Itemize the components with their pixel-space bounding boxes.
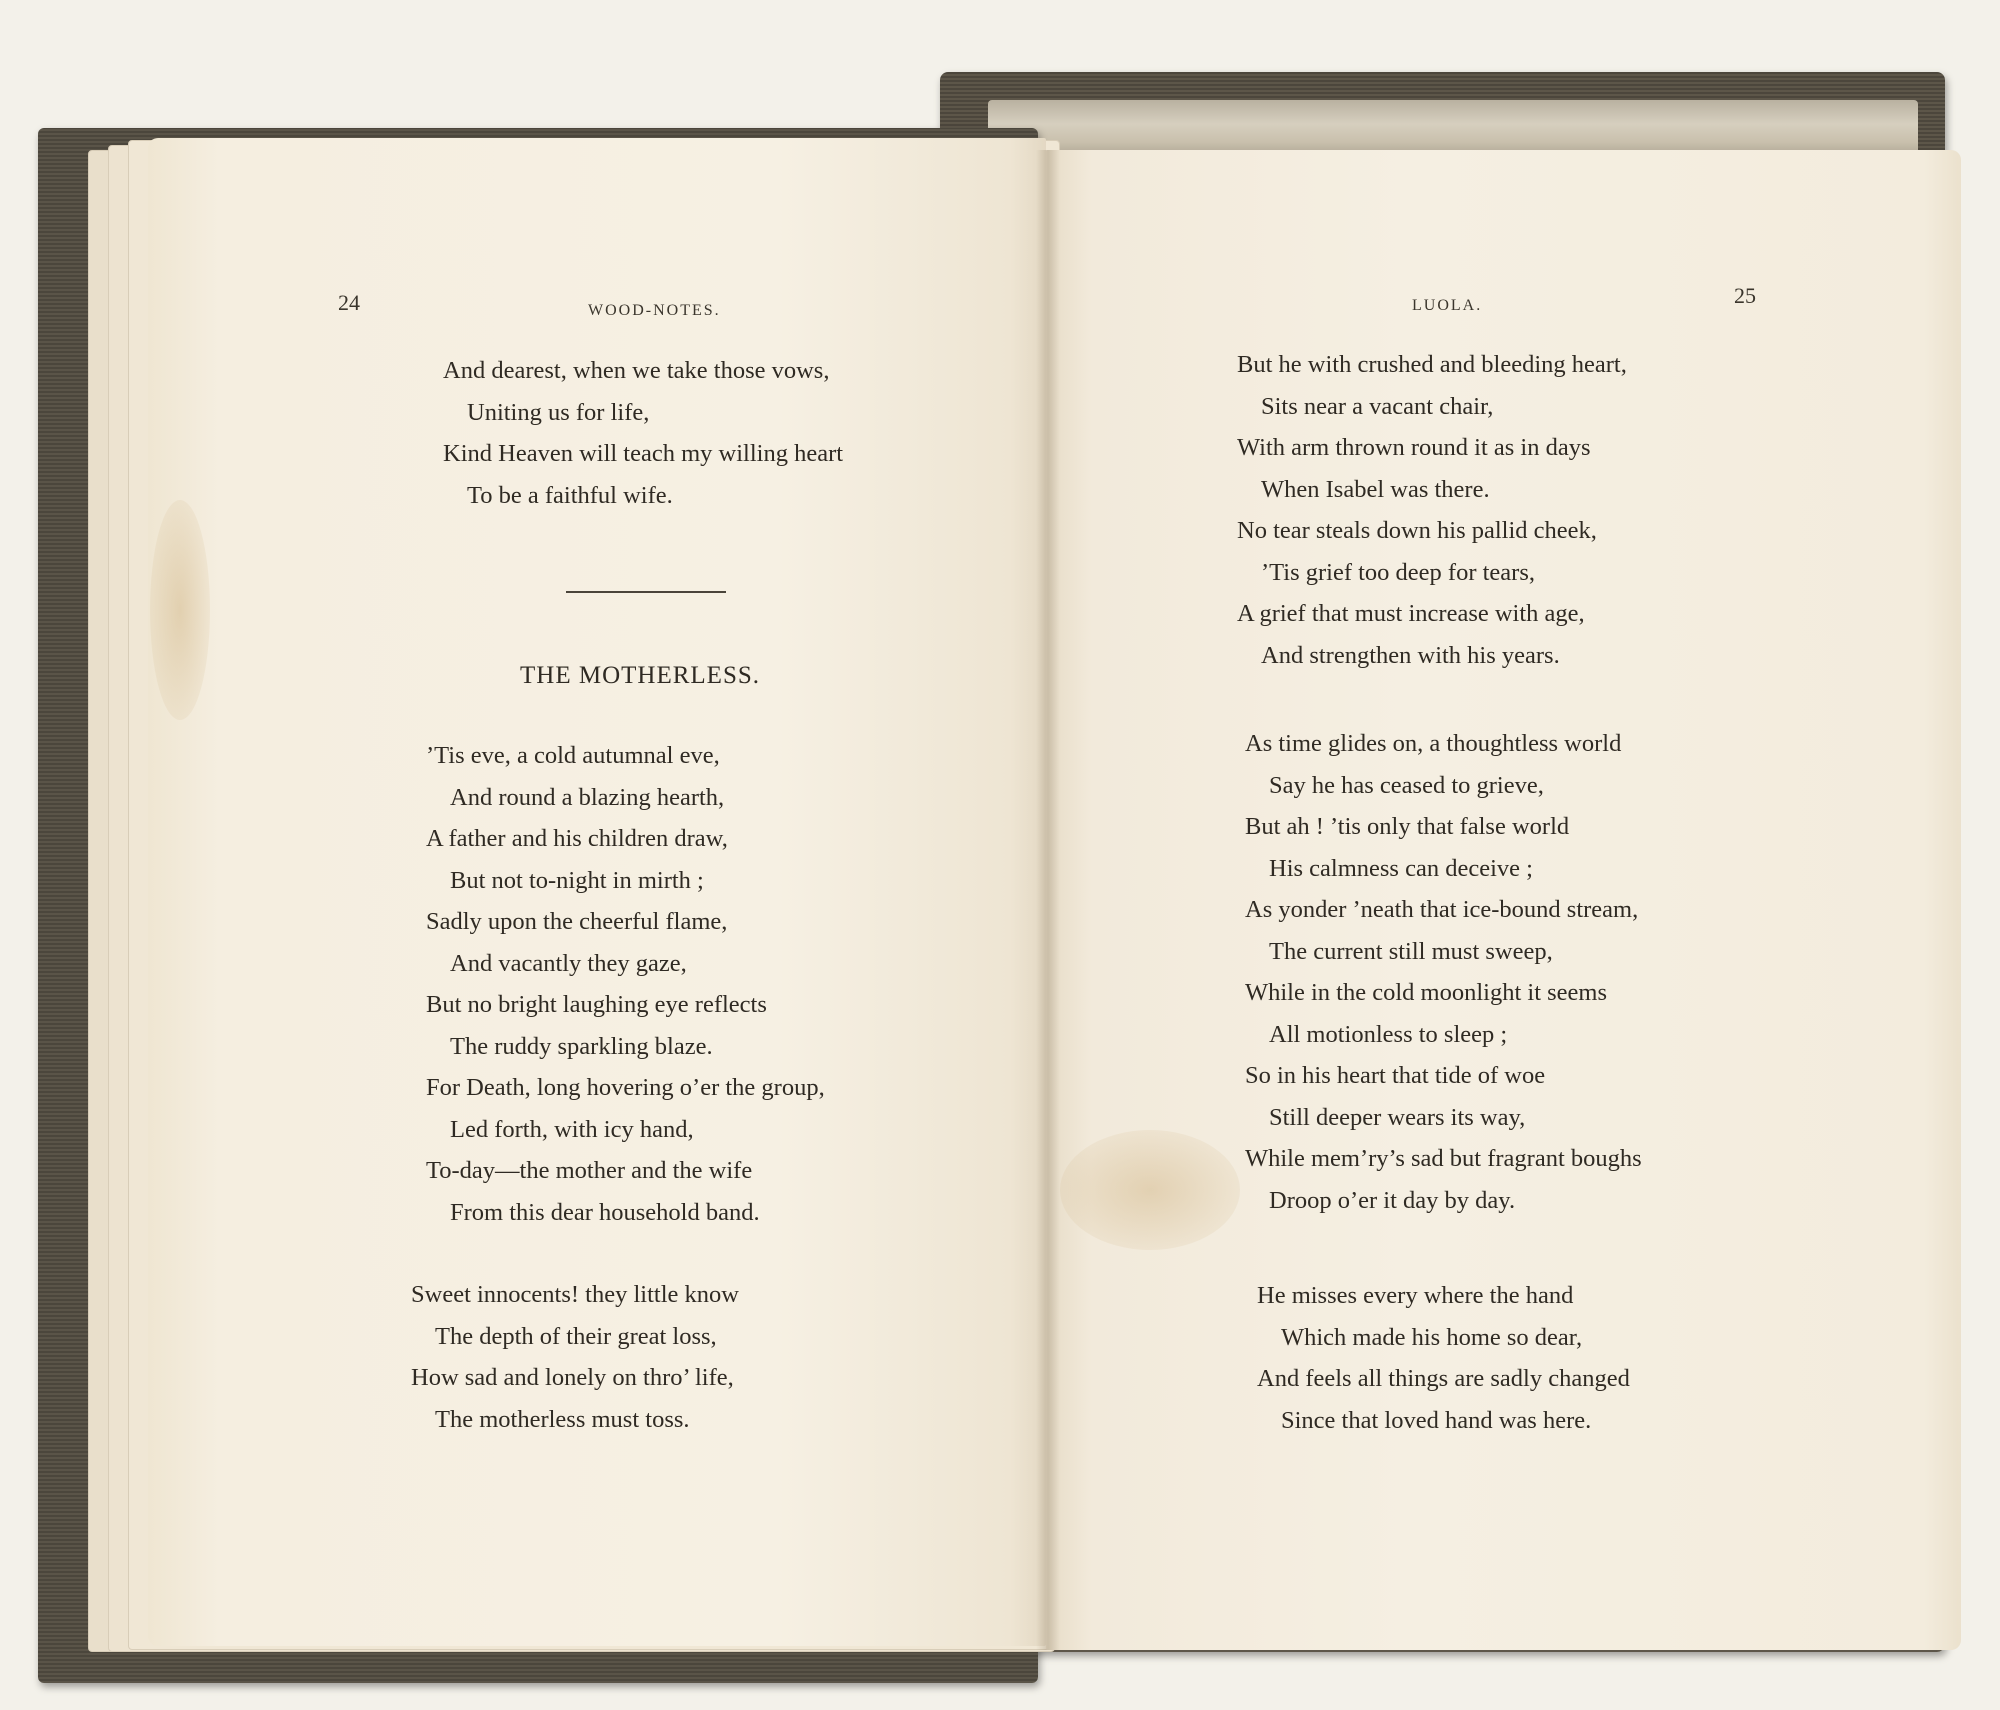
stanza-right-1 (1237, 344, 1627, 676)
verse-line: A grief that must increase with age, (1237, 600, 1585, 627)
verse-line: From this dear household band. (450, 1198, 760, 1226)
verse-line: He misses every where the hand (1257, 1282, 1574, 1309)
verse-line: While mem’ry’s sad but fragrant boughs (1245, 1145, 1642, 1172)
verse-line: Led forth, with icy hand, (450, 1115, 694, 1143)
verse-line: For Death, long hovering o’er the group, (426, 1074, 825, 1101)
verse-line: But ah ! ’tis only that false world (1245, 813, 1570, 840)
section-divider (566, 591, 726, 593)
verse-line: ’Tis grief too deep for tears, (1261, 558, 1535, 586)
verse-line: Still deeper wears its way, (1269, 1103, 1526, 1131)
verse-line: When Isabel was there. (1261, 475, 1490, 503)
verse-line: So in his heart that tide of woe (1245, 1062, 1546, 1089)
verse-line: And dearest, when we take those vows, (443, 357, 830, 384)
verse-line: How sad and lonely on thro’ life, (411, 1364, 734, 1391)
verse-line: And strengthen with his years. (1261, 641, 1560, 669)
running-head-left: WOOD-NOTES. (588, 302, 721, 319)
verse-line: And vacantly they gaze, (450, 949, 687, 977)
verse-line: The current still must sweep, (1269, 937, 1553, 965)
verse-line: ’Tis eve, a cold autumnal eve, (426, 742, 720, 769)
gutter-shadow (1036, 150, 1060, 1650)
verse-line: All motionless to sleep ; (1269, 1020, 1508, 1048)
poem-title: THE MOTHERLESS. (520, 662, 760, 689)
stanza-right-2 (1245, 723, 1642, 1221)
verse-line: But no bright laughing eye reflects (426, 991, 767, 1018)
verse-line: As yonder ’neath that ice-bound stream, (1245, 896, 1639, 923)
verse-line: Sweet innocents! they little know (411, 1281, 739, 1308)
verse-line: To be a faithful wife. (467, 481, 673, 509)
verse-line: But he with crushed and bleeding heart, (1237, 351, 1627, 378)
verse-line: Kind Heaven will teach my willing heart (443, 440, 844, 467)
page-number-left: 24 (338, 290, 360, 315)
verse-line: The motherless must toss. (435, 1405, 690, 1433)
running-head-right: LUOLA. (1412, 297, 1483, 314)
stanza-right-3 (1257, 1275, 1630, 1441)
verse-line: Sits near a vacant chair, (1261, 392, 1494, 420)
verse-line: The ruddy sparkling blaze. (450, 1032, 713, 1060)
verse-line: With arm thrown round it as in days (1237, 434, 1591, 461)
verse-line: His calmness can deceive ; (1269, 854, 1533, 882)
verse-line: While in the cold moonlight it seems (1245, 979, 1607, 1006)
page-number-right: 25 (1734, 283, 1756, 308)
verse-line: Droop o’er it day by day. (1269, 1186, 1516, 1214)
verse-line: A father and his children draw, (426, 825, 728, 852)
verse-line: No tear steals down his pallid cheek, (1237, 517, 1597, 544)
stanza-left-2 (411, 1274, 739, 1440)
verse-line: And feels all things are sadly changed (1257, 1365, 1630, 1392)
stanza-left-1 (426, 735, 825, 1233)
verse-line: Since that loved hand was here. (1281, 1406, 1592, 1434)
verse-line: As time glides on, a thoughtless world (1245, 730, 1622, 757)
verse-line: The depth of their great loss, (435, 1322, 717, 1350)
verse-line: And round a blazing hearth, (450, 783, 725, 811)
stanza-opening (443, 350, 843, 516)
verse-line: But not to-night in mirth ; (450, 866, 704, 894)
verse-line: Which made his home so dear, (1281, 1323, 1583, 1351)
page-stain (150, 500, 210, 720)
verse-line: Say he has ceased to grieve, (1269, 771, 1544, 799)
verse-line: Uniting us for life, (467, 398, 650, 426)
page-stain (1060, 1130, 1240, 1250)
verse-line: To-day—the mother and the wife (426, 1157, 753, 1184)
verse-line: Sadly upon the cheerful flame, (426, 908, 728, 935)
